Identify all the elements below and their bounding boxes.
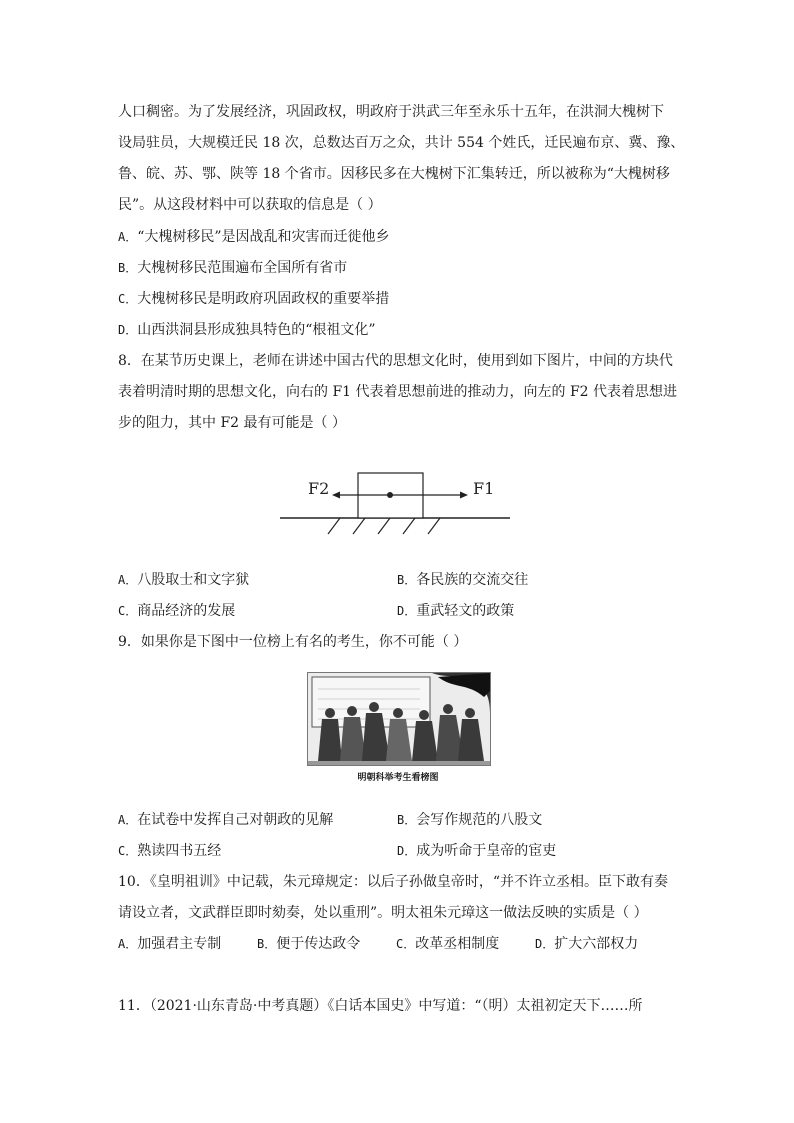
q10-line-1: 10．《皇明祖训》中记载，朱元璋规定：以后子孙做皇帝时，“并不许立丞相。臣下敢有奏 <box>118 874 668 890</box>
q8-option-d: D．重武轻文的政策 <box>397 603 515 619</box>
q8-option-a: A．八股取士和文字狱 <box>118 572 250 588</box>
hatch-3 <box>378 518 390 534</box>
illustration-caption: 明朝科举考生看榜图 <box>357 773 439 783</box>
q9-option-c: C．熟读四书五经 <box>118 843 222 859</box>
hatch-1 <box>328 518 340 534</box>
force-diagram <box>270 462 520 542</box>
hatch-5 <box>428 518 440 534</box>
q8-line-2: 表着明清时期的思想文化，向右的 F1 代表着思想前进的推动力，向左的 F2 代表着思想进 <box>118 384 678 400</box>
arrow-f2-head <box>332 492 340 499</box>
exam-notice-drawing <box>308 673 490 765</box>
q8-option-b: B．各民族的交流交往 <box>397 572 529 588</box>
q9-option-b: B．会写作规范的八股文 <box>397 812 543 828</box>
q10-option-a: A．加强君主专制 <box>118 936 222 952</box>
hatch-4 <box>403 518 415 534</box>
q7-option-b: B．大槐树移民范围遍布全国所有省市 <box>118 260 348 276</box>
q7-line-4: 民”。从这段材料中可以获取的信息是（ ） <box>118 197 382 213</box>
q10-option-b: B．便于传达政令 <box>257 936 361 952</box>
q7-line-2: 设局驻员，大规模迁民 18 次，总数达百万之众，共计 554 个姓氏，迁民遍布京、冀、豫、 <box>118 135 685 151</box>
q7-line-3: 鲁、皖、苏、鄂、陕等 18 个省市。因移民多在大槐树下汇集转迁，所以被称为“大槐树移 <box>118 166 670 182</box>
q11-line: 11．（2021·山东青岛·中考真题）《白话本国史》中写道：“（明）太祖初定天下……所 <box>118 998 643 1014</box>
q8-line-1: 8．在某节历史课上，老师在讲述中国古代的思想文化时，使用到如下图片，中间的方块代 <box>118 353 673 369</box>
q9-option-a: A．在试卷中发挥自己对朝政的见解 <box>118 812 334 828</box>
hatch-2 <box>353 518 365 534</box>
q7-option-a: A．“大槐树移民”是因战乱和灾害而迁徙他乡 <box>118 229 390 245</box>
q8-line-3: 步的阻力，其中 F2 最有可能是（ ） <box>118 415 346 431</box>
q9-option-d: D．成为听命于皇帝的宦吏 <box>397 843 557 859</box>
q10-option-d: D．扩大六部权力 <box>535 936 639 952</box>
q10-line-2: 请设立者，文武群臣即时劾奏，处以重刑”。明太祖朱元璋这一做法反映的实质是（ ） <box>118 905 648 921</box>
exam-notice-illustration <box>307 672 491 766</box>
q10-option-c: C．改革丞相制度 <box>396 936 500 952</box>
label-f2: F2 <box>308 479 330 498</box>
label-f1: F1 <box>473 479 495 498</box>
q9-line: 9．如果你是下图中一位榜上有名的考生，你不可能（ ） <box>118 634 468 650</box>
arrow-f1-head <box>460 492 468 499</box>
q7-line-1: 人口稠密。为了发展经济，巩固政权，明政府于洪武三年至永乐十五年，在洪洞大槐树下 <box>118 104 664 120</box>
q8-option-c: C．商品经济的发展 <box>118 603 236 619</box>
q7-option-d: D．山西洪洞县形成独具特色的“根祖文化” <box>118 322 376 338</box>
q7-option-c: C．大槐树移民是明政府巩固政权的重要举措 <box>118 291 390 307</box>
